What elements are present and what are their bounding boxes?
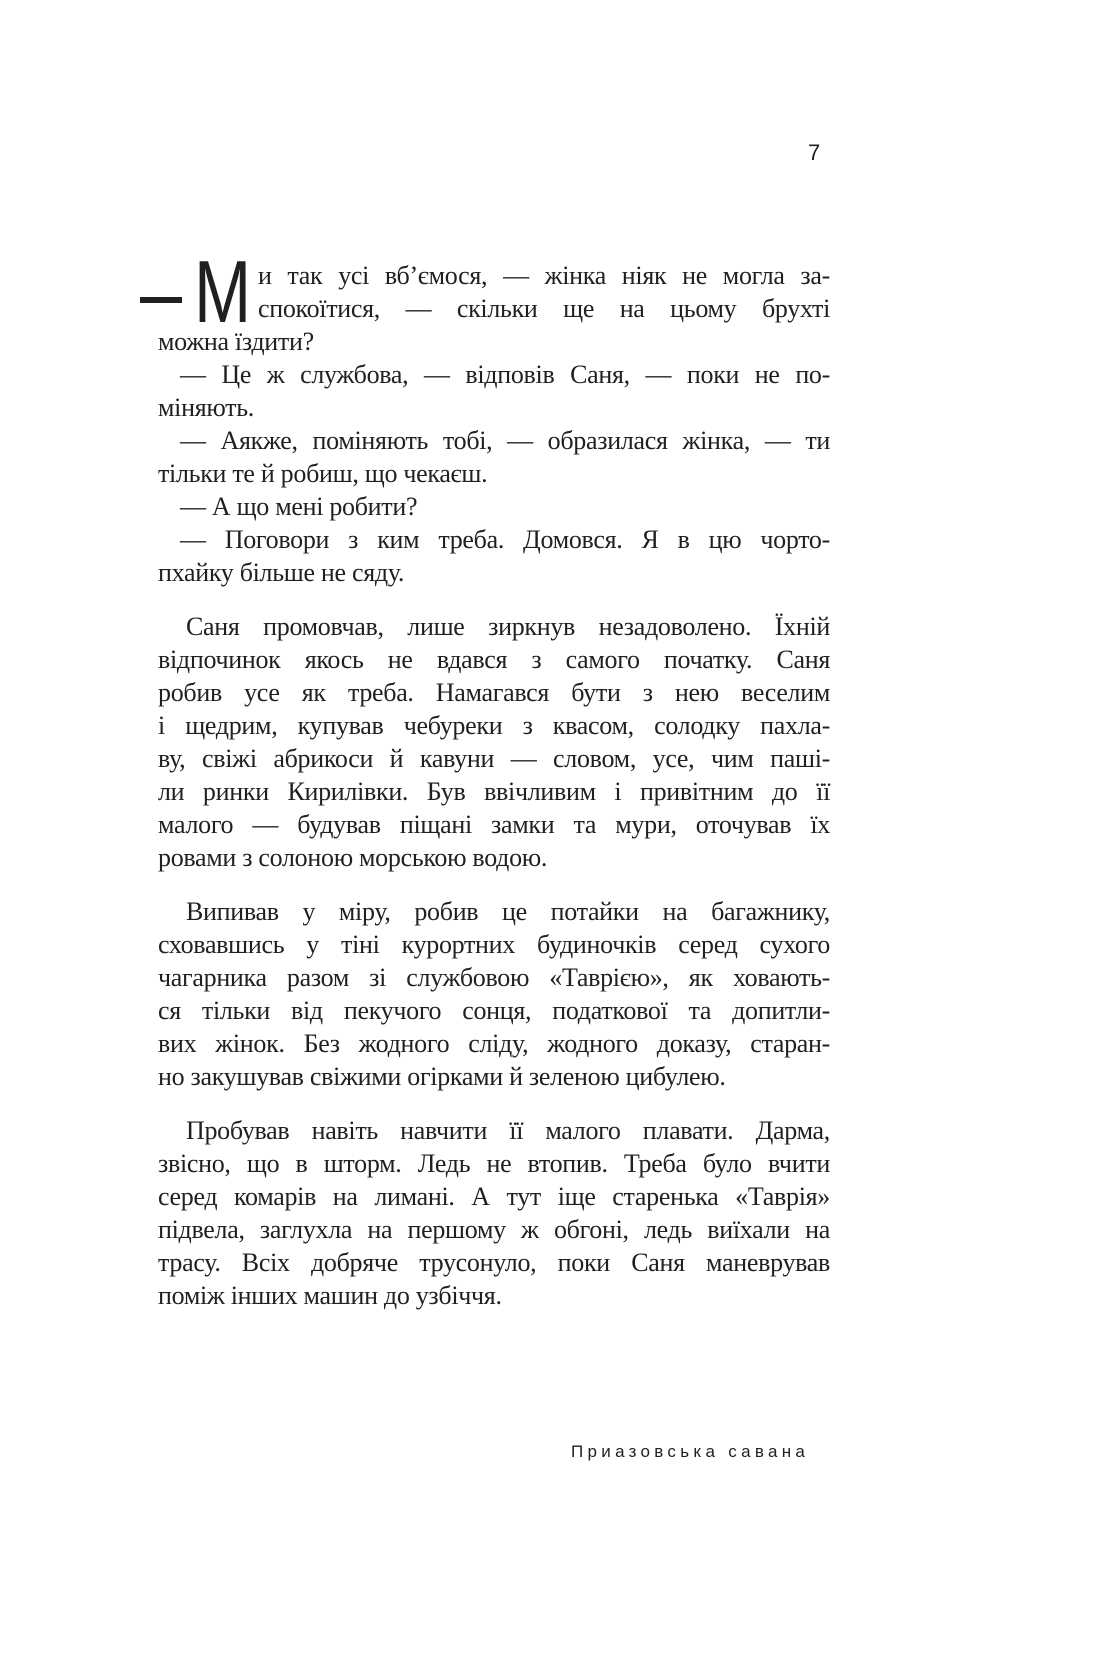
dialogue-block: [158, 259, 830, 589]
text-line: — Це ж службова, — відповів Саня, — поки не по-: [180, 360, 830, 389]
text-line: Випивав у міру, робив це потайки на багажнику,: [186, 897, 830, 926]
text-line: ли ринки Кирилівки. Був ввічливим і привітним до її: [158, 777, 830, 806]
text-line: відпочинок якось не вдався з самого початку. Саня: [158, 645, 830, 674]
text-line: — А що мені робити?: [180, 492, 418, 521]
text-line: — Поговори з ким треба. Домовся. Я в цю чорто-: [180, 525, 830, 554]
drop-cap-letter: М: [194, 242, 252, 341]
text-line: ву, свіжі абрикоси й кавуни — словом, усе, чим пашi-: [158, 744, 830, 773]
paragraph: [158, 1114, 830, 1312]
text-line: міняють.: [158, 393, 254, 422]
text-line: можна їздити?: [158, 327, 314, 356]
text-line: но закушував свіжими огірками й зеленою цибулею.: [158, 1062, 726, 1091]
paragraph: [158, 895, 830, 1093]
text-line: — Аякже, поміняють тобі, — образилася жінка, — ти: [180, 426, 830, 455]
text-line: ся тільки від пекучого сонця, податкової та допитли-: [158, 996, 830, 1025]
text-line: малого — будував піщані замки та мури, оточував їх: [158, 810, 830, 839]
text-line: вих жінок. Без жодного сліду, жодного доказу, старан-: [158, 1029, 830, 1058]
text-line: спокоїтися, — скільки ще на цьому брухті: [258, 294, 830, 323]
text-line: тільки те й робиш, що чекаєш.: [158, 459, 488, 488]
page-number: 7: [808, 140, 821, 165]
text-line: и так усі вб’ємося, — жінка ніяк не могла за-: [258, 261, 830, 290]
text-line: робив усе як треба. Намагався бути з нею веселим: [158, 678, 830, 707]
text-line: чагарника разом зі службовою «Таврією», як ховають-: [158, 963, 830, 992]
text-line: ровами з солоною морською водою.: [158, 843, 548, 872]
paragraph: [158, 610, 830, 874]
text-line: звісно, що в шторм. Ледь не втопив. Треба було вчити: [158, 1149, 830, 1178]
text-line: сховавшись у тіні курортних будиночків серед сухого: [158, 930, 830, 959]
text-line: Саня промовчав, лише зиркнув незадоволено. Їхній: [186, 612, 830, 641]
body-text: [158, 259, 830, 1333]
text-line: трасу. Всіх добряче трусонуло, поки Саня маневрував: [158, 1248, 830, 1277]
text-line: і щедрим, купував чебуреки з квасом, солодку пахла-: [158, 711, 830, 740]
text-line: Пробував навіть навчити її малого плавати. Дарма,: [186, 1116, 830, 1145]
text-line: пхайку більше не сяду.: [158, 558, 405, 587]
text-line: серед комарів на лимані. А тут іще старенька «Таврія»: [158, 1182, 830, 1211]
text-line: поміж інших машин до узбіччя.: [158, 1281, 502, 1310]
text-line: підвела, заглухла на першому ж обгоні, ледь виїхали на: [158, 1215, 830, 1244]
running-footer-book-title: Приазовська савана: [571, 1442, 810, 1461]
